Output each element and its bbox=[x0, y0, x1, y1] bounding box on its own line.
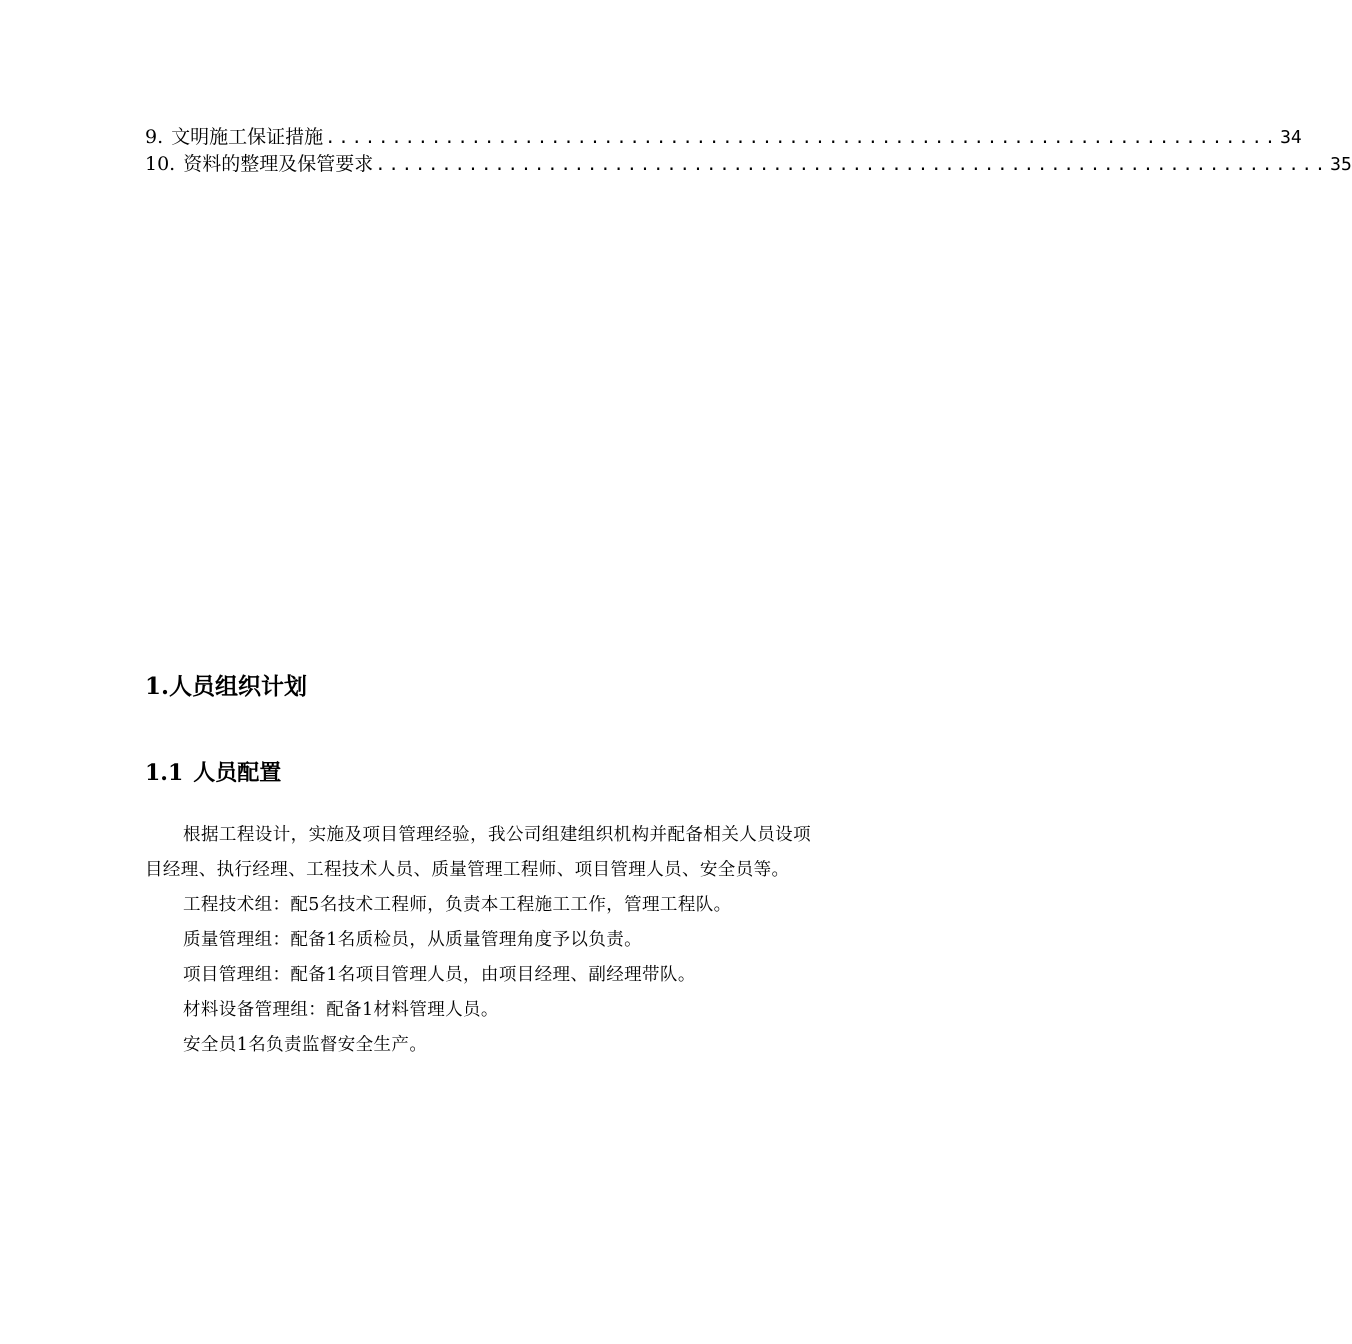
toc-entry-number: 10. bbox=[145, 153, 176, 175]
table-of-contents bbox=[145, 124, 1352, 178]
toc-dot-leader: ........................................................................ bbox=[375, 155, 1329, 175]
subsection-heading bbox=[145, 757, 281, 789]
body-text bbox=[145, 818, 811, 1063]
toc-entry-title: 文明施工保证措施 bbox=[171, 126, 324, 148]
body-paragraph: 项目管理组：配备1名项目管理人员，由项目经理、副经理带队。 bbox=[183, 965, 696, 985]
body-paragraph: 工程技术组：配5名技术工程师，负责本工程施工工作，管理工程队。 bbox=[183, 895, 732, 915]
body-paragraph: 安全员1名负责监督安全生产。 bbox=[183, 1035, 428, 1055]
subsection-number: 1.1 bbox=[145, 760, 184, 786]
toc-entry-page: 34 bbox=[1280, 127, 1302, 148]
subsection-title: 人员配置 bbox=[193, 760, 282, 786]
body-paragraph: 质量管理组：配备1名质检员，从质量管理角度予以负责。 bbox=[183, 930, 643, 950]
toc-dot-leader: ........................................................................ bbox=[325, 128, 1279, 148]
toc-entry-number: 9. bbox=[145, 126, 164, 148]
toc-entry-title: 资料的整理及保管要求 bbox=[183, 153, 374, 175]
section-heading: 1.人员组织计划 bbox=[145, 673, 308, 700]
toc-entry-page: 35 bbox=[1330, 154, 1352, 175]
toc-entry[interactable] bbox=[145, 124, 1302, 151]
body-paragraph: 材料设备管理组：配备1材料管理人员。 bbox=[183, 1000, 499, 1020]
toc-entry[interactable] bbox=[145, 151, 1352, 178]
body-paragraph: 根据工程设计，实施及项目管理经验，我公司组建组织机构并配备相关人员设项目经理、执行经理、工程技术人员、质量管理工程师、项目管理人员、安全员等。 bbox=[145, 825, 811, 880]
